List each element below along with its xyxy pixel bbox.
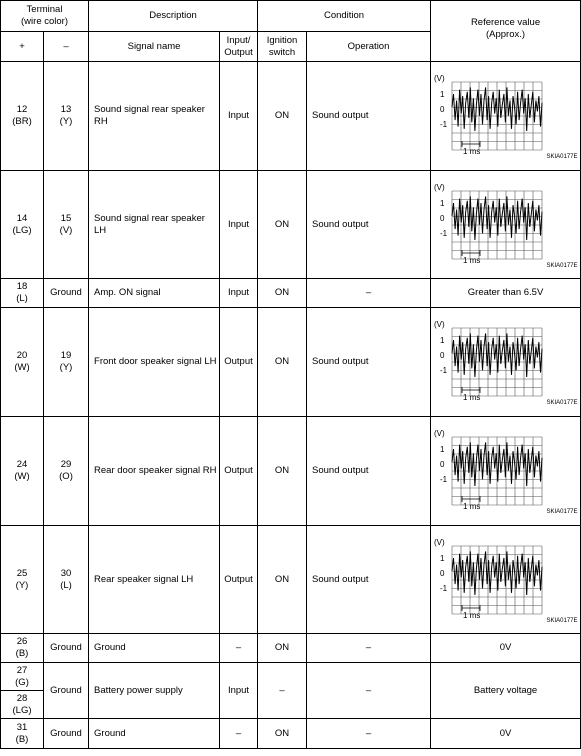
terminal-plus: 25 (Y) bbox=[1, 526, 44, 634]
time-label: 1 ms bbox=[462, 502, 480, 511]
ignition-value: ON bbox=[258, 62, 307, 171]
operation-value: Sound output bbox=[307, 526, 431, 634]
operation-value: – bbox=[307, 719, 431, 749]
waveform-svg bbox=[432, 534, 580, 626]
waveform-svg bbox=[432, 179, 580, 271]
signal-name: Rear speaker signal LH bbox=[89, 526, 220, 634]
time-label: 1 ms bbox=[462, 393, 480, 402]
io-value: – bbox=[220, 634, 258, 663]
y-tick-label: 1 bbox=[439, 553, 444, 563]
table-row bbox=[1, 634, 581, 663]
io-value: Input bbox=[220, 62, 258, 171]
table-row bbox=[1, 279, 581, 308]
signal-name: Ground bbox=[89, 634, 220, 663]
y-tick-label: 0 bbox=[439, 213, 444, 223]
reference-value: Greater than 6.5V bbox=[431, 279, 581, 308]
figure-code: SKIA0177E bbox=[546, 617, 578, 624]
unit-label: (V) bbox=[433, 74, 445, 83]
terminal-minus: 29 (O) bbox=[44, 417, 89, 526]
io-value: Input bbox=[220, 663, 258, 719]
reference-value: Battery voltage bbox=[431, 663, 581, 719]
y-tick-label: -1 bbox=[439, 475, 447, 485]
waveform-chart bbox=[432, 316, 580, 408]
waveform-chart bbox=[432, 70, 580, 162]
signal-name: Sound signal rear speaker RH bbox=[89, 62, 220, 171]
unit-label: (V) bbox=[433, 320, 445, 329]
ignition-value: ON bbox=[258, 308, 307, 417]
signal-name: Battery power supply bbox=[89, 663, 220, 719]
table-row bbox=[1, 171, 581, 279]
time-label: 1 ms bbox=[462, 610, 480, 620]
signal-name: Front door speaker signal LH bbox=[89, 308, 220, 417]
waveform-chart bbox=[432, 179, 580, 271]
figure-code: SKIA0177E bbox=[546, 509, 578, 515]
ignition-value: ON bbox=[258, 171, 307, 279]
y-tick-label: -1 bbox=[439, 366, 447, 376]
terminal-minus: 13 (Y) bbox=[44, 62, 89, 171]
table-row bbox=[1, 663, 581, 691]
figure-code: SKIA0177E bbox=[546, 154, 578, 160]
terminal-plus: 31 (B) bbox=[1, 719, 44, 749]
y-tick-label: 0 bbox=[439, 568, 444, 578]
terminal-plus: 20 (W) bbox=[1, 308, 44, 417]
terminal-plus: 24 (W) bbox=[1, 417, 44, 526]
unit-label: (V) bbox=[433, 537, 445, 547]
header-terminal: Terminal (wire color) bbox=[1, 1, 89, 32]
io-value: Input bbox=[220, 279, 258, 308]
header-signal-name: Signal name bbox=[89, 32, 220, 62]
waveform-chart bbox=[432, 534, 580, 626]
ignition-value: ON bbox=[258, 719, 307, 749]
signal-name: Rear door speaker signal RH bbox=[89, 417, 220, 526]
ignition-value: ON bbox=[258, 634, 307, 663]
y-tick-label: 0 bbox=[439, 105, 444, 115]
terminal-plus: 26 (B) bbox=[1, 634, 44, 663]
terminal-plus: 27 (G) bbox=[1, 663, 44, 691]
header-operation: Operation bbox=[307, 32, 431, 62]
unit-label: (V) bbox=[433, 429, 445, 438]
header-minus: – bbox=[44, 32, 89, 62]
operation-value: – bbox=[307, 663, 431, 719]
y-tick-label: -1 bbox=[439, 120, 447, 130]
y-tick-label: 0 bbox=[439, 351, 444, 361]
table-row bbox=[1, 62, 581, 171]
header-plus: + bbox=[1, 32, 44, 62]
terminal-minus: Ground bbox=[44, 279, 89, 308]
terminal-plus: 14 (LG) bbox=[1, 171, 44, 279]
waveform-svg bbox=[432, 70, 580, 162]
header-condition: Condition bbox=[258, 1, 431, 32]
reference-waveform-cell bbox=[431, 526, 581, 634]
terminal-minus: 15 (V) bbox=[44, 171, 89, 279]
y-tick-label: 1 bbox=[439, 90, 444, 100]
reference-waveform-cell bbox=[431, 308, 581, 417]
io-value: Output bbox=[220, 526, 258, 634]
y-tick-label: 0 bbox=[439, 460, 444, 470]
waveform-svg bbox=[432, 316, 580, 408]
operation-value: – bbox=[307, 634, 431, 663]
header-reference: Reference value (Approx.) bbox=[431, 1, 581, 62]
io-value: – bbox=[220, 719, 258, 749]
table-row bbox=[1, 417, 581, 526]
terminal-minus: Ground bbox=[44, 719, 89, 749]
ignition-value: ON bbox=[258, 526, 307, 634]
y-tick-label: 1 bbox=[439, 445, 444, 455]
operation-value: – bbox=[307, 279, 431, 308]
signal-name: Sound signal rear speaker LH bbox=[89, 171, 220, 279]
terminal-minus: Ground bbox=[44, 634, 89, 663]
y-tick-label: -1 bbox=[439, 228, 447, 238]
terminal-plus: 18 (L) bbox=[1, 279, 44, 308]
operation-value: Sound output bbox=[307, 62, 431, 171]
header-ignition: Ignition switch bbox=[258, 32, 307, 62]
unit-label: (V) bbox=[433, 182, 445, 192]
table-row bbox=[1, 719, 581, 749]
y-tick-label: 1 bbox=[439, 336, 444, 346]
operation-value: Sound output bbox=[307, 417, 431, 526]
operation-value: Sound output bbox=[307, 308, 431, 417]
signal-name: Ground bbox=[89, 719, 220, 749]
reference-waveform-cell bbox=[431, 62, 581, 171]
reference-value: 0V bbox=[431, 719, 581, 749]
operation-value: Sound output bbox=[307, 171, 431, 279]
table-row bbox=[1, 526, 581, 634]
figure-code: SKIA0177E bbox=[546, 262, 578, 269]
ignition-value: ON bbox=[258, 417, 307, 526]
terminal-plus: 28 (LG) bbox=[1, 691, 44, 719]
terminal-minus: Ground bbox=[44, 663, 89, 719]
y-tick-label: 1 bbox=[439, 198, 444, 208]
ignition-value: – bbox=[258, 663, 307, 719]
waveform-chart bbox=[432, 425, 580, 517]
header-description: Description bbox=[89, 1, 258, 32]
time-label: 1 ms bbox=[462, 147, 480, 156]
table-row bbox=[1, 308, 581, 417]
reference-waveform-cell bbox=[431, 417, 581, 526]
io-value: Output bbox=[220, 417, 258, 526]
y-tick-label: -1 bbox=[439, 583, 447, 593]
reference-waveform-cell bbox=[431, 171, 581, 279]
io-value: Output bbox=[220, 308, 258, 417]
terminal-plus: 12 (BR) bbox=[1, 62, 44, 171]
figure-code: SKIA0177E bbox=[546, 400, 578, 406]
signal-name: Amp. ON signal bbox=[89, 279, 220, 308]
reference-value: 0V bbox=[431, 634, 581, 663]
terminal-minus: 19 (Y) bbox=[44, 308, 89, 417]
terminal-minus: 30 (L) bbox=[44, 526, 89, 634]
waveform-svg bbox=[432, 425, 580, 517]
ignition-value: ON bbox=[258, 279, 307, 308]
io-value: Input bbox=[220, 171, 258, 279]
time-label: 1 ms bbox=[462, 255, 480, 265]
header-io: Input/ Output bbox=[220, 32, 258, 62]
